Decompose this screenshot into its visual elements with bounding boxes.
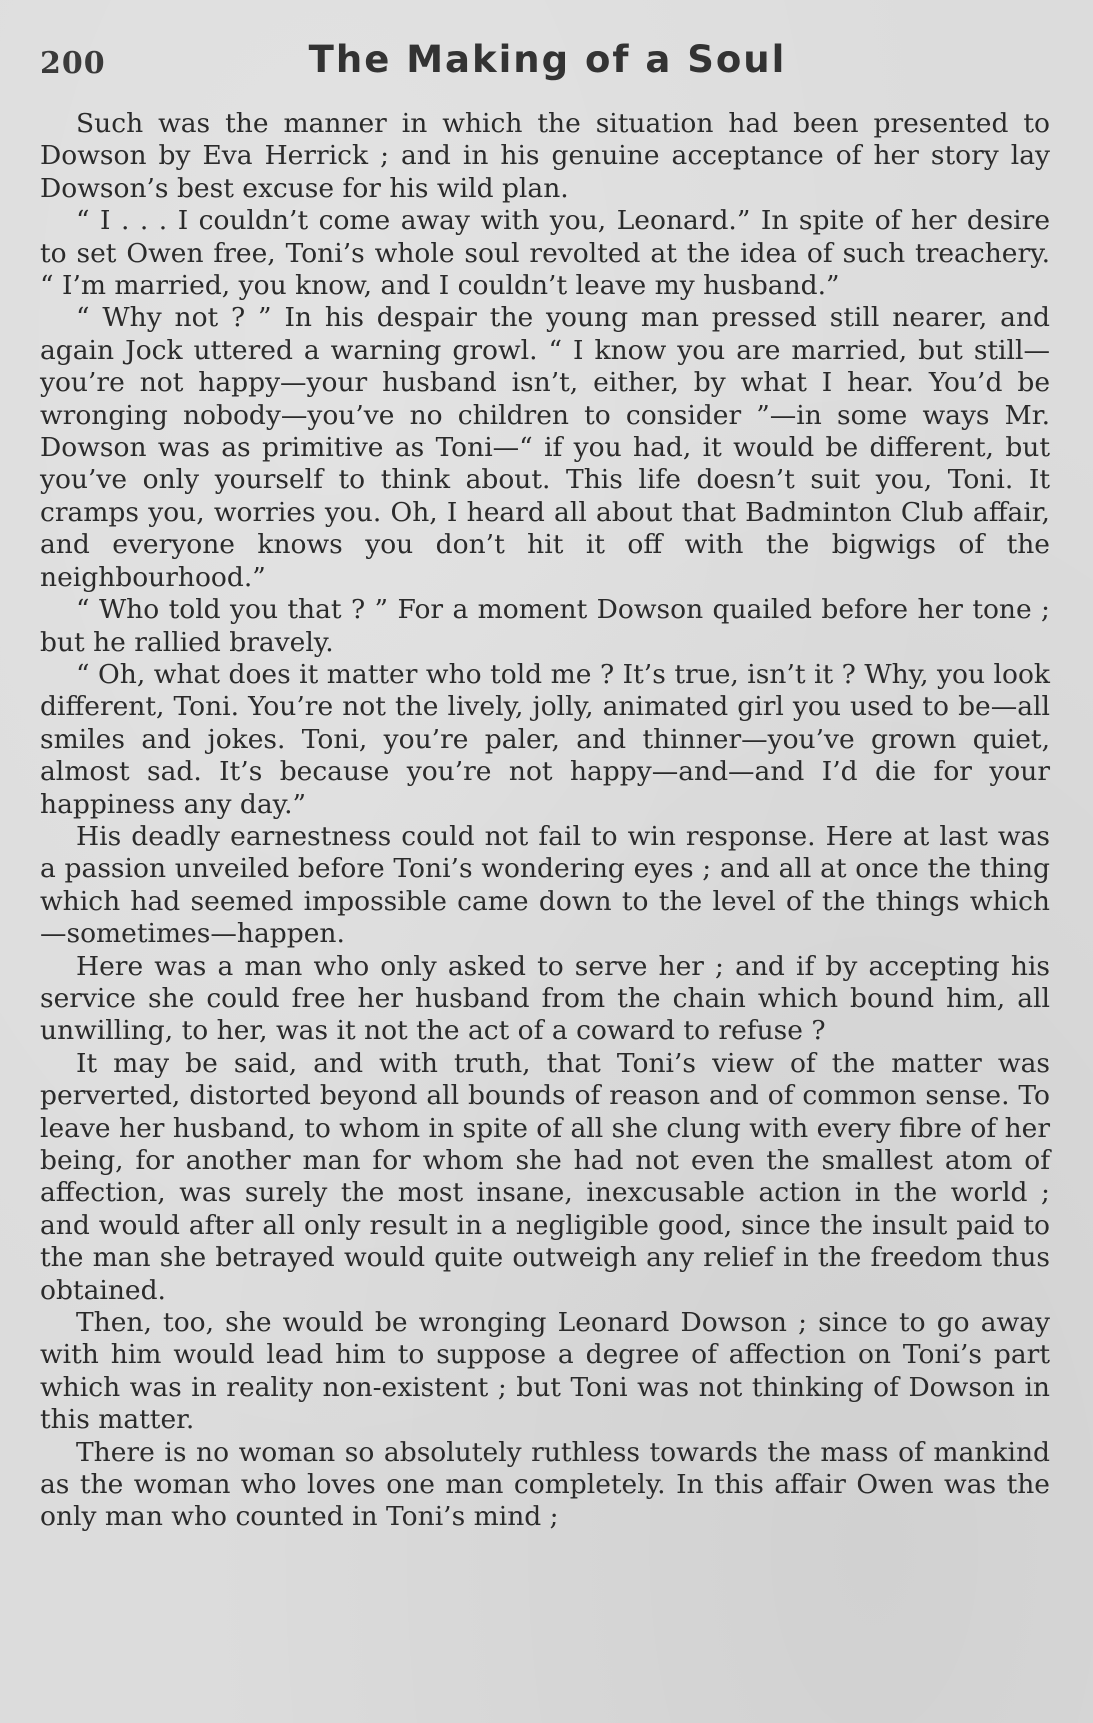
page-number: 200: [40, 46, 106, 81]
paragraph: It may be said, and with truth, that Toni’s view of the matter was perverted, distorted beyond all bounds of reason and of common sense. To leave her husband, to whom in spite of all she clung with every fibre of her being, for another man for whom she had not even the smallest atom of affection, was surely the most insane, inexcusable action in the world ; and would after all only result in a negligible good, since the insult paid to the man she betrayed would quite outweigh any relief in the freedom thus obtained.: [40, 1047, 1050, 1306]
paragraph: “ I . . . I couldn’t come away with you, Leonard.” In spite of her desire to set Owen free, Toni’s whole soul revolted at the idea of such treachery. “ I’m married, you know, and I couldn’t leave my husband.”: [40, 205, 1050, 302]
paragraph: Such was the manner in which the situation had been presented to Dowson by Eva Herrick ; and in his genuine acceptance of her story lay Dowson’s best excuse for his wild plan.: [40, 108, 1050, 204]
paragraph: Here was a man who only asked to serve her ; and if by accepting his service she could free her husband from the chain which bound him, all unwilling, to her, was it not the act of a coward to refuse ?: [40, 950, 1050, 1047]
running-title: The Making of a Soul: [308, 38, 787, 81]
page-header: [40, 38, 1055, 108]
paragraph: Then, too, she would be wronging Leonard Dowson ; since to go away with him would lead him to suppose a degree of affection on Toni’s part which was in reality non-existent ; but Toni was not thinking of Dowson in this matter.: [40, 1307, 1050, 1436]
paragraph: “ Who told you that ? ” For a moment Dowson quailed before her tone ; but he rallied bravely.: [40, 594, 1050, 658]
paragraph: His deadly earnestness could not fail to win response. Here at last was a passion unveiled before Toni’s wondering eyes ; and all at once the thing which had seemed impossible came down to the level of the things which—sometimes—happen.: [40, 820, 1050, 950]
page-body: [40, 108, 1050, 1534]
paragraph: “ Why not ? ” In his despair the young man pressed still nearer, and again Jock uttered a warning growl. “ I know you are married, but still—you’re not happy—your husband isn’t, either, by what I hear. You’d be wronging nobody—you’ve no children to consider ”—in some ways Mr. Dowson was as primitive as Toni—“ if you had, it would be different, but you’ve only yourself to think about. This life doesn’t suit you, Toni. It cramps you, worries you. Oh, I heard all about that Badminton Club affair, and everyone knows you don’t hit it off with the bigwigs of the neighbourhood.”: [40, 302, 1050, 593]
paragraph: There is no woman so absolutely ruthless towards the mass of mankind as the woman who loves one man completely. In this affair Owen was the only man who counted in Toni’s mind ;: [40, 1436, 1050, 1533]
paragraph: “ Oh, what does it matter who told me ? It’s true, isn’t it ? Why, you look different, Toni. You’re not the lively, jolly, animated girl you used to be—all smiles and jokes. Toni, you’re paler, and thinner—you’ve grown quiet, almost sad. It’s because you’re not happy—and—and I’d die for your happiness any day.”: [40, 658, 1050, 820]
